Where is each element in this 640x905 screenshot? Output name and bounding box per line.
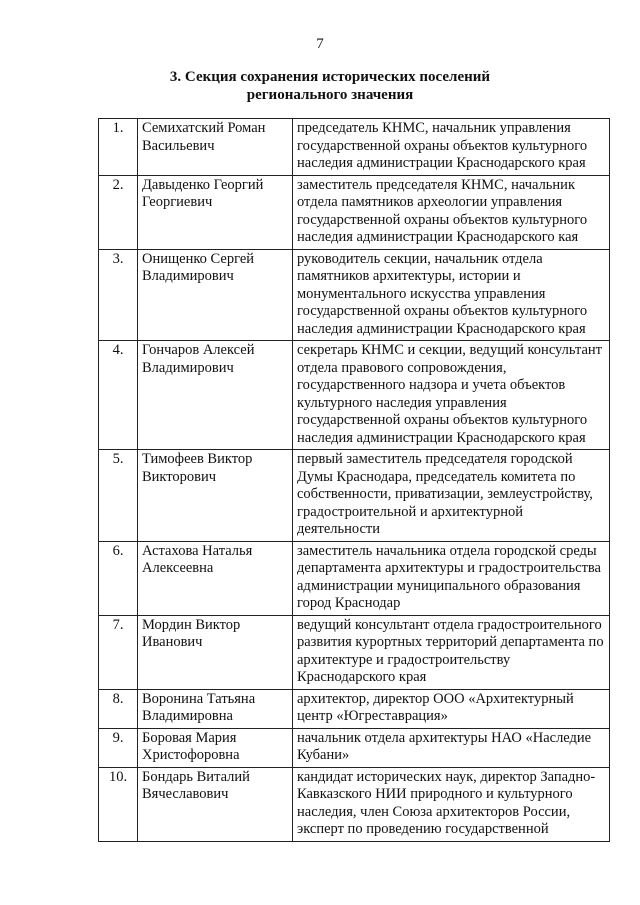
table-row	[99, 450, 610, 542]
table-row	[99, 341, 610, 450]
row-number: 7.	[99, 615, 138, 689]
member-role: секретарь КНМС и секции, ведущий консультант отдела правового сопровождения, государственного надзора и учета объектов культурного наследия управления государственной охраны объектов культурного наследия администрации Краснодарского края	[293, 341, 610, 450]
member-name: Тимофеев Виктор Викторович	[138, 450, 293, 542]
member-role: председатель КНМС, начальник управления государственной охраны объектов культурного наследия администрации Краснодарского края	[293, 119, 610, 176]
table-row	[99, 119, 610, 176]
member-role: заместитель председателя КНМС, начальник отдела памятников археологии управления государственной охраны объектов культурного наследия администрации Краснодарского кая	[293, 175, 610, 249]
member-role: заместитель начальника отдела городской среды департамента архитектуры и градостроительства администрации муниципального образования город Краснодар	[293, 541, 610, 615]
row-number: 1.	[99, 119, 138, 176]
row-number: 3.	[99, 249, 138, 341]
member-name: Семихатский Роман Васильевич	[138, 119, 293, 176]
row-number: 2.	[99, 175, 138, 249]
row-number: 9.	[99, 728, 138, 767]
member-role: первый заместитель председателя городской Думы Краснодара, председатель комитета по собственности, приватизации, землеустройству, градостроительной и архитектурной деятельности	[293, 450, 610, 542]
member-name: Боровая Мария Христофоровна	[138, 728, 293, 767]
row-number: 10.	[99, 767, 138, 841]
member-role: кандидат исторических наук, директор Западно-Кавказского НИИ природного и культурного наследия, член Союза архитекторов России, эксперт по проведению государственной	[293, 767, 610, 841]
section-heading-line-1: 3. Секция сохранения исторических поселений	[169, 69, 491, 85]
table-row	[99, 541, 610, 615]
member-role: ведущий консультант отдела градостроительного развития курортных территорий департамента по архитектуре и градостроительству Краснодарского края	[293, 615, 610, 689]
table-row	[99, 728, 610, 767]
member-name: Воронина Татьяна Владимировна	[138, 689, 293, 728]
member-name: Гончаров Алексей Владимирович	[138, 341, 293, 450]
member-role: начальник отдела архитектуры НАО «Наследие Кубани»	[293, 728, 610, 767]
member-name: Онищенко Сергей Владимирович	[138, 249, 293, 341]
row-number: 4.	[99, 341, 138, 450]
row-number: 8.	[99, 689, 138, 728]
row-number: 6.	[99, 541, 138, 615]
member-name: Астахова Наталья Алексеевна	[138, 541, 293, 615]
member-name: Давыденко Георгий Георгиевич	[138, 175, 293, 249]
table-row	[99, 175, 610, 249]
table-row	[99, 249, 610, 341]
row-number: 5.	[99, 450, 138, 542]
table-row	[99, 689, 610, 728]
table-row	[99, 767, 610, 841]
section-heading	[110, 68, 550, 104]
table-row	[99, 615, 610, 689]
member-role: руководитель секции, начальник отдела памятников архитектуры, истории и монументального искусства управления государственной охраны объектов культурного наследия администрации Краснодарского края	[293, 249, 610, 341]
member-name: Бондарь Виталий Вячеславович	[138, 767, 293, 841]
member-role: архитектор, директор ООО «Архитектурный центр «Югреставрация»	[293, 689, 610, 728]
members-table	[98, 118, 610, 842]
page-number: 7	[316, 36, 324, 52]
section-heading-line-2: регионального значения	[246, 87, 414, 103]
member-name: Мордин Виктор Иванович	[138, 615, 293, 689]
